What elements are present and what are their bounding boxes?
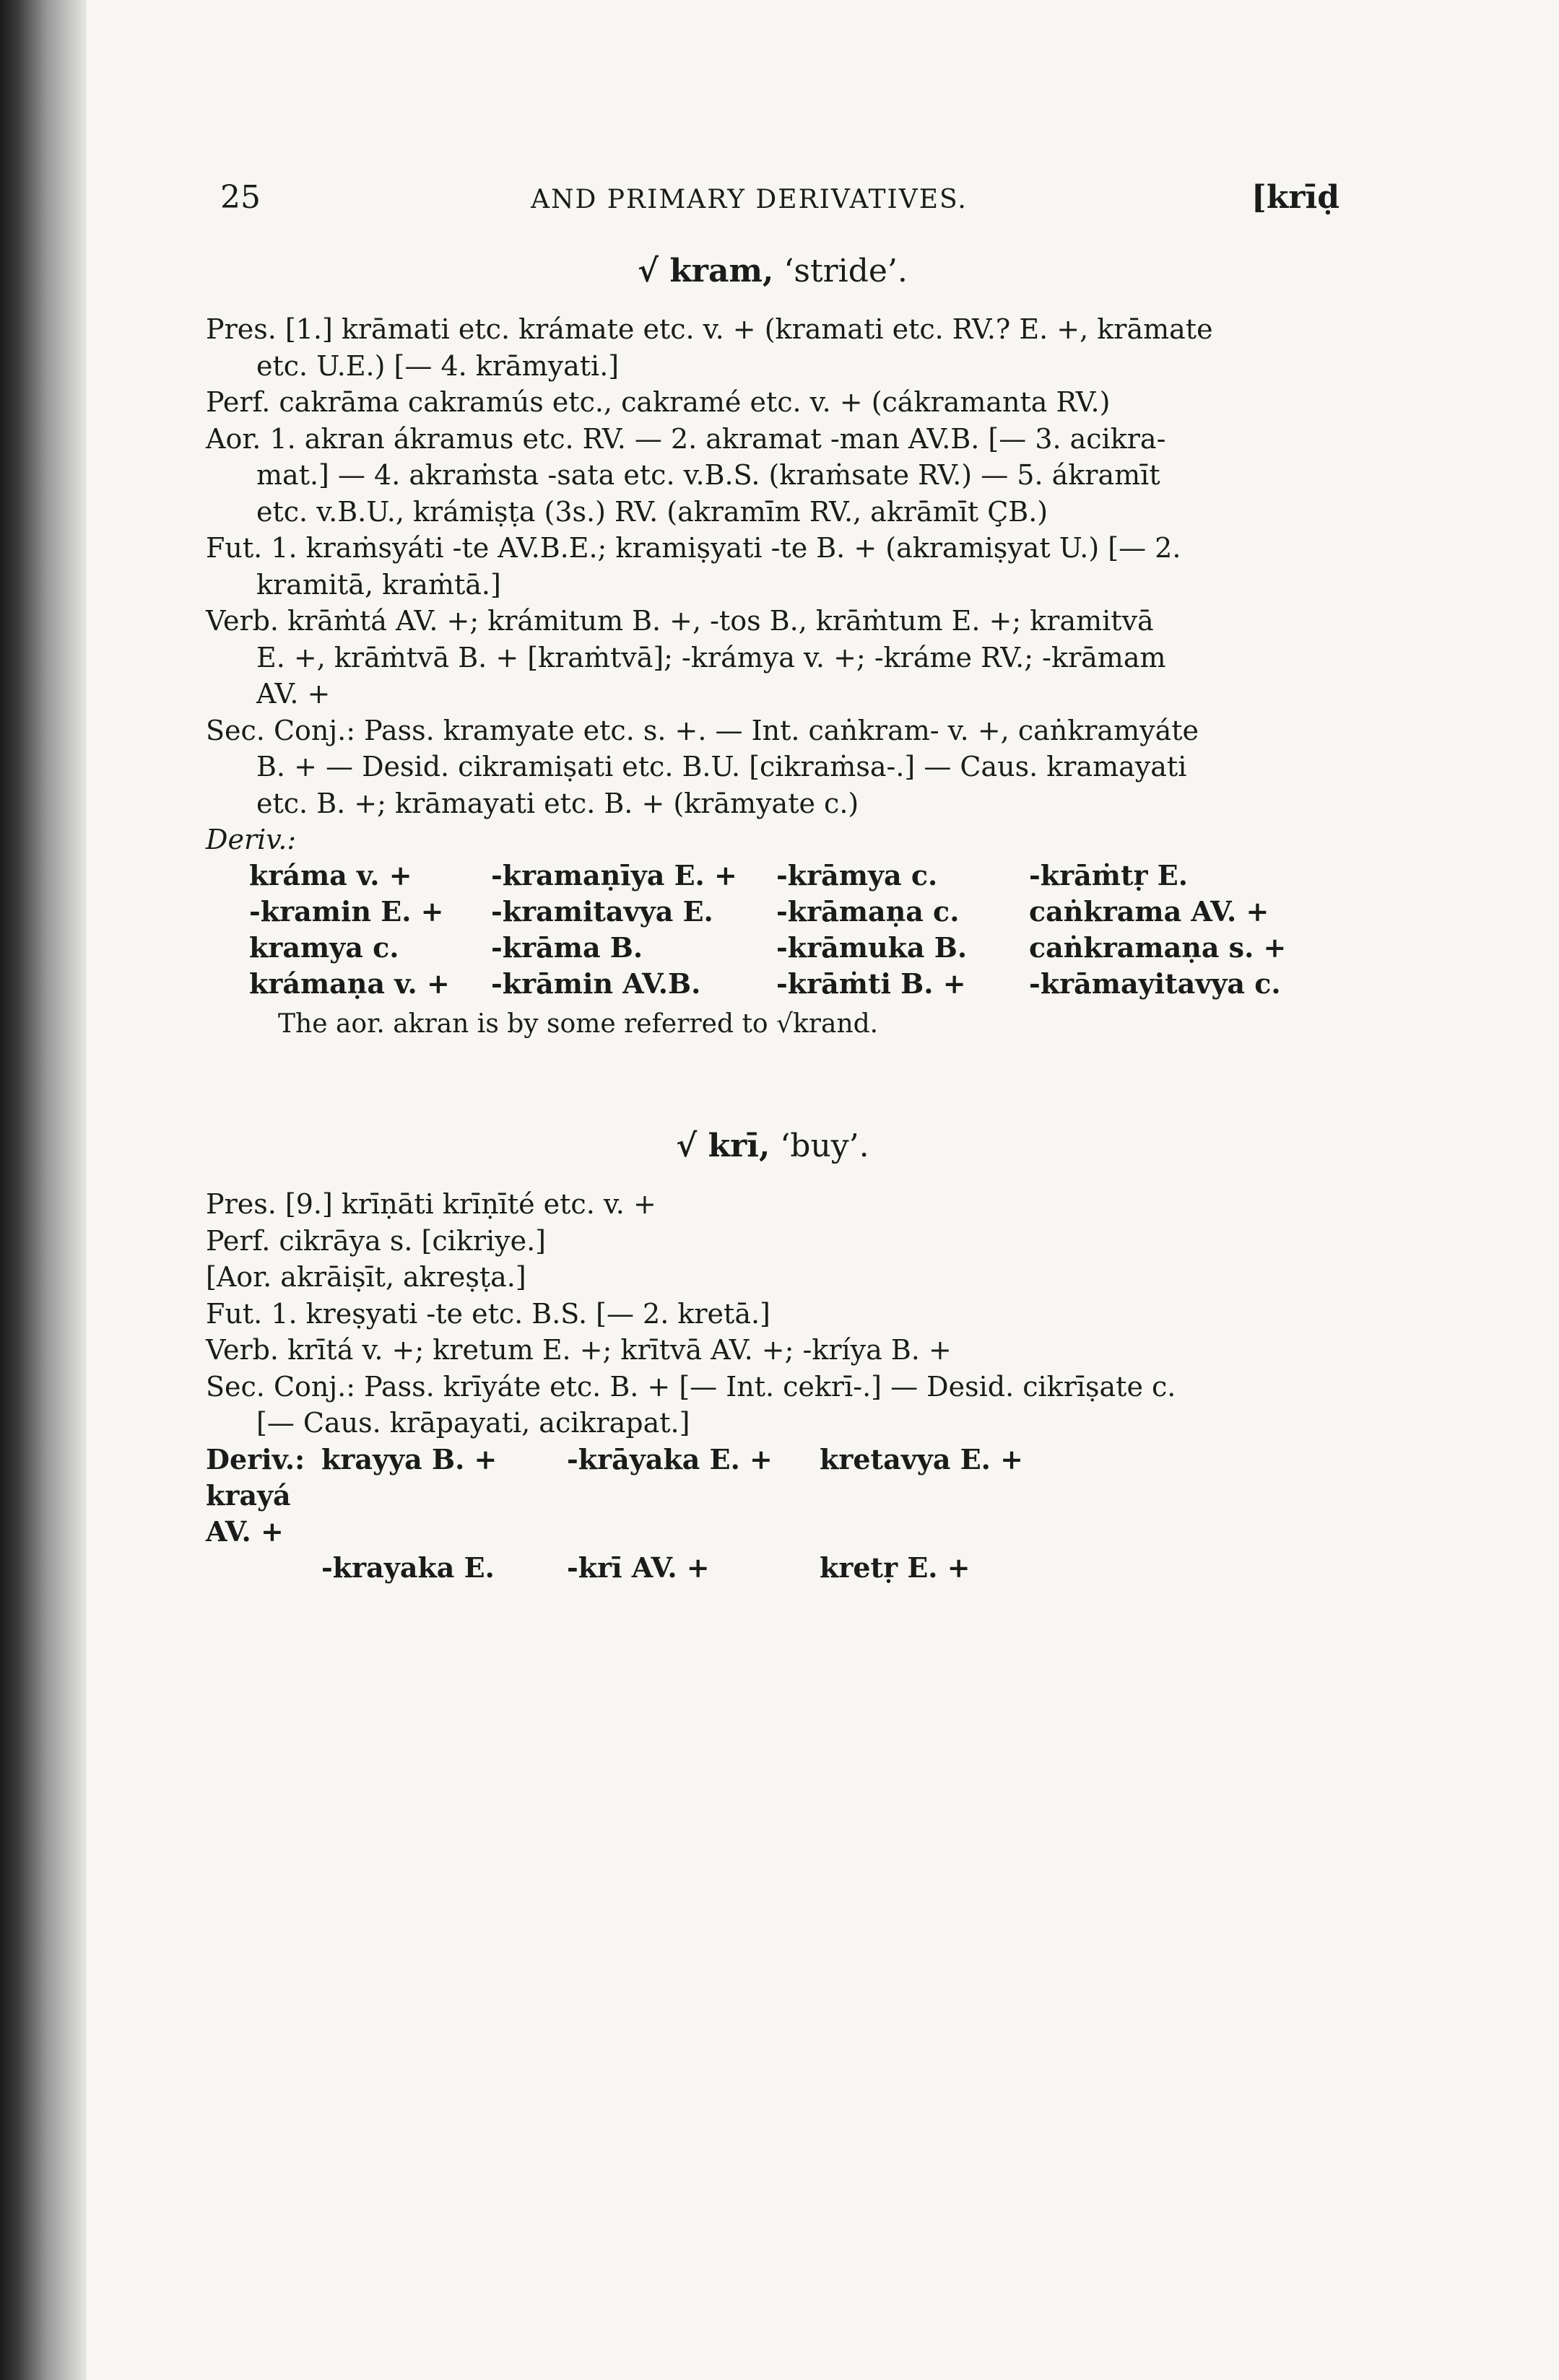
page-number: 25: [220, 179, 261, 216]
derivative: -krāmya c.: [776, 859, 938, 892]
entry-line: Perf. cikrāya s. [cikriye.]: [206, 1224, 546, 1257]
entry-line: kramitā, kraṁtā.]: [256, 568, 501, 601]
derivatives-table: [206, 858, 1339, 1002]
entry-kram: [206, 253, 1339, 1042]
entry-line: Sec. Conj.: Pass. kramyate etc. s. +. — Int. caṅkram- v. +, caṅkramyáte: [206, 714, 1199, 746]
entry-line: Pres. [1.] krāmati etc. krámate etc. v. + (kramati etc. RV.? E. +, krāmate: [206, 313, 1213, 345]
derivative: caṅkramaṇa s. +: [1029, 931, 1287, 964]
page: [206, 173, 1339, 1586]
derivative: -krayaka E.: [321, 1551, 495, 1584]
derivative: -krāma B.: [491, 931, 643, 964]
derivative: -krāmaṇa c.: [776, 895, 960, 928]
derivative: -krī AV. +: [567, 1551, 710, 1584]
root-gloss: ‘stride’.: [783, 253, 908, 289]
derivative: -krāmuka B.: [776, 931, 968, 964]
entry-line: Sec. Conj.: Pass. krīyáte etc. B. + [— Int. cekrī-.] — Desid. cikrīṣate c.: [206, 1370, 1176, 1403]
book-binding-shadow: [0, 0, 87, 2380]
derivative: kráma v. +: [249, 859, 412, 892]
derivative: krayya B. +: [321, 1442, 498, 1475]
running-title: AND PRIMARY DERIVATIVES.: [531, 185, 968, 214]
header-headword: [krīḍ: [1251, 179, 1339, 216]
entry-line: B. + — Desid. cikramiṣati etc. B.U. [cikraṁsa-.] — Caus. kramayati: [256, 751, 1187, 783]
derivative: -krāṁti B. +: [776, 967, 966, 1000]
entry-line: etc. B. +; krāmayati etc. B. + (krāmyate c.): [256, 787, 859, 819]
entry-line: mat.] — 4. akraṁsta -sata etc. v.B.S. (kraṁsate RV.) — 5. ákramīt: [256, 459, 1160, 491]
entry-line: etc. v.B.U., krámiṣṭa (3s.) RV. (akramīm RV., akrāmīt ÇB.): [256, 495, 1048, 528]
derivative: -krāyaka E. +: [567, 1442, 773, 1475]
entry-line: Fut. 1. kraṁsyáti -te AV.B.E.; kramiṣyati -te B. + (akramiṣyat U.) [— 2.: [206, 532, 1181, 564]
deriv-label: Deriv.:: [206, 824, 297, 855]
derivative: caṅkrama AV. +: [1029, 895, 1269, 928]
entry-line: E. +, krāṁtvā B. + [kraṁtvā]; -krámya v. +; -kráme RV.; -krāmam: [256, 641, 1166, 674]
entry-kri: [206, 1128, 1339, 1586]
derivative: Deriv.: krayá AV. +: [206, 1442, 305, 1548]
entry-line: [— Caus. krāpayati, acikrapat.]: [256, 1407, 690, 1439]
derivative: kretavya E. +: [820, 1442, 1023, 1475]
root-gloss: ‘buy’.: [780, 1128, 869, 1164]
derivative: kretṛ E. +: [820, 1551, 970, 1584]
derivative: -krāmayitavya c.: [1029, 967, 1281, 1000]
entry-line: etc. U.E.) [— 4. krāmyati.]: [256, 349, 620, 382]
entry-line: [Aor. akrāiṣīt, akreṣṭa.]: [206, 1261, 526, 1293]
derivative: -kramaṇīya E. +: [491, 859, 737, 892]
entry-line: Fut. 1. kreṣyati -te etc. B.S. [— 2. kretā.]: [206, 1297, 770, 1330]
root-word: √ krī,: [676, 1128, 770, 1164]
derivative: -kramitavya E.: [491, 895, 713, 928]
derivative: -krāṁtṛ E.: [1029, 859, 1188, 892]
page-header: [206, 173, 1339, 224]
root-word: √ kram,: [638, 253, 774, 289]
derivative: kramya c.: [249, 931, 399, 964]
root-heading: [206, 1128, 1339, 1164]
root-heading: [206, 253, 1339, 289]
entry-line: AV. +: [256, 678, 331, 710]
derivative: krámaṇa v. +: [249, 967, 450, 1000]
entry-line: Aor. 1. akran ákramus etc. RV. — 2. akramat -man AV.B. [— 3. acikra-: [206, 422, 1166, 455]
derivatives-table: [206, 1442, 1339, 1586]
entry-line: Verb. krītá v. +; kretum E. +; krītvā AV. +; -kríya B. +: [206, 1334, 952, 1366]
derivative: -krāmin AV.B.: [491, 967, 701, 1000]
derivative: -kramin E. +: [249, 895, 444, 928]
footnote: The aor. akran is by some referred to √krand.: [278, 1009, 879, 1039]
entry-line: Perf. cakrāma cakramús etc., cakramé etc. v. + (cákramanta RV.): [206, 386, 1111, 418]
entry-line: Verb. krāṁtá AV. +; krámitum B. +, -tos B., krāṁtum E. +; kramitvā: [206, 605, 1154, 637]
entry-line: Pres. [9.] krīṇāti krīṇīté etc. v. +: [206, 1188, 656, 1220]
